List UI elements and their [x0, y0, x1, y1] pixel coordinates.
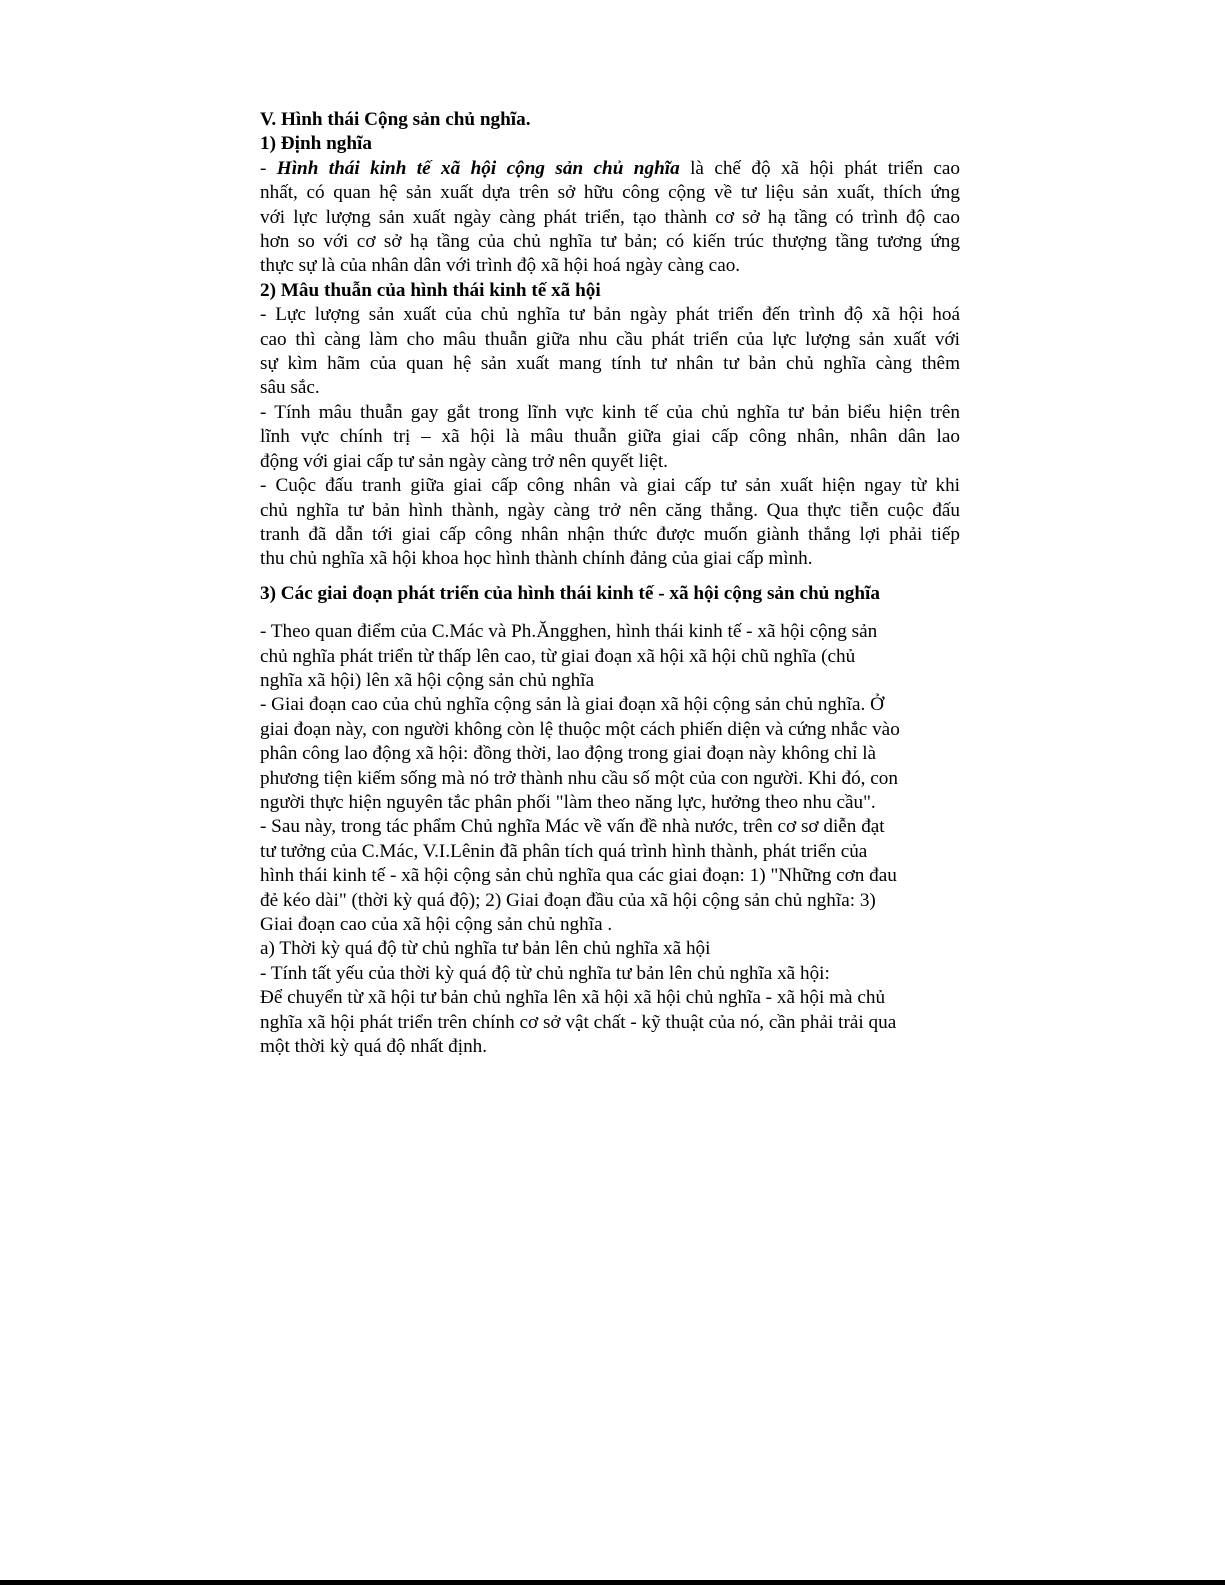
paragraph-line: nhất, có quan hệ sản xuất dựa trên sở hữu công cộng về tư liệu sản xuất, thích ứng	[260, 182, 960, 204]
paragraph-line: nghĩa xã hội phát triển trên chính cơ sở vật chất - kỹ thuật của nó, cần phải trải qua	[260, 1011, 897, 1033]
paragraph-line: động với giai cấp tư sản ngày càng trở nên quyết liệt.	[260, 450, 668, 472]
paragraph-line: - Sau này, trong tác phẩm Chủ nghĩa Mác về vấn đề nhà nước, trên cơ sơ diễn đạt	[260, 816, 885, 838]
list-item-a: a) Thời kỳ quá độ từ chủ nghĩa tư bản lên chủ nghĩa xã hội	[260, 938, 711, 960]
paragraph-line: tư tưởng của C.Mác, V.I.Lênin đã phân tích quá trình hình thành, phát triển của	[260, 840, 868, 862]
paragraph-line: chủ nghĩa phát triển từ thấp lên cao, từ giai đoạn xã hội xã hội chũ nghĩa (chủ	[260, 645, 856, 667]
section-2-title: 2) Mâu thuẫn của hình thái kinh tế xã hội	[260, 279, 601, 301]
paragraph-line: - Cuộc đấu tranh giữa giai cấp công nhân và giai cấp tư sản xuất hiện ngay từ khi	[260, 475, 960, 497]
document-heading: V. Hình thái Cộng sản chủ nghĩa.	[260, 109, 531, 130]
paragraph-line: - Theo quan điểm của C.Mác và Ph.Ăngghen, hình thái kinh tế - xã hội cộng sản	[260, 621, 878, 643]
paragraph-line: chủ nghĩa tư bản hình thành, ngày càng trở nên căng thẳng. Qua thực tiễn cuộc đấu	[260, 499, 960, 521]
section-1-title: 1) Định nghĩa	[260, 133, 372, 155]
paragraph-line: hơn so với cơ sở hạ tầng của chủ nghĩa tư bản; có kiến trúc thượng tầng tương ứng	[260, 231, 960, 253]
paragraph-line: lĩnh vực chính trị – xã hội là mâu thuẫn giữa giai cấp công nhân, nhân dân lao	[260, 426, 960, 448]
section-3-title: 3) Các giai đoạn phát triển của hình thái kinh tế - xã hội cộng sản chủ nghĩa	[260, 582, 880, 604]
paragraph-line: phân công lao động xã hội: đồng thời, lao động trong giai đoạn này không chỉ là	[260, 743, 877, 765]
paragraph-line: tranh đã dẫn tới giai cấp công nhân nhận thức được muốn giành thắng lợi phải tiếp	[260, 523, 960, 545]
paragraph-line: Để chuyển từ xã hội tư bản chủ nghĩa lên xã hội xã hội chủ nghĩa - xã hội mà chủ	[260, 987, 886, 1009]
paragraph-line: hình thái kinh tế - xã hội cộng sản chủ nghĩa qua các giai đoạn: 1) "Những cơn đau	[260, 865, 897, 887]
paragraph-line: sự kìm hãm của quan hệ sản xuất mang tính tư nhân tư bản chủ nghĩa càng thêm	[260, 353, 960, 375]
paragraph-line: Giai đoạn cao của xã hội cộng sản chủ nghĩa .	[260, 914, 613, 935]
section-1-lead-dash: -	[260, 157, 277, 179]
paragraph-line: phương tiện kiếm sống mà nó trở thành nhu cầu số một của con người. Khi đó, con	[260, 767, 898, 789]
paragraph-line: - Tính mâu thuẫn gay gắt trong lĩnh vực kinh tế của chủ nghĩa tư bản biểu hiện trên	[260, 401, 960, 423]
list-item-dash: - Tính tất yếu của thời kỳ quá độ từ chủ nghĩa tư bản lên chủ nghĩa xã hội:	[260, 962, 830, 984]
paragraph-line: với lực lượng sản xuất ngày càng phát triển, tạo thành cơ sở hạ tầng có trình độ cao	[260, 206, 960, 228]
paragraph-line: thực sự là của nhân dân với trình độ xã hội hoá ngày càng cao.	[260, 255, 741, 277]
paragraph-line: đẻ kéo dài" (thời kỳ quá độ); 2) Giai đoạn đầu của xã hội cộng sản chủ nghĩa: 3)	[260, 889, 876, 911]
paragraph-line: một thời kỳ quá độ nhất định.	[260, 1036, 488, 1058]
page-bottom-border	[0, 1580, 1225, 1585]
paragraph-line: thu chủ nghĩa xã hội khoa học hình thành chính đảng của giai cấp mình.	[260, 548, 813, 570]
paragraph-line: nghĩa xã hội) lên xã hội cộng sản chủ nghĩa	[260, 669, 595, 691]
paragraph-line: - Giai đoạn cao của chủ nghĩa cộng sản là giai đoạn xã hội cộng sản chủ nghĩa. Ở	[260, 694, 884, 716]
document-body	[260, 108, 960, 1059]
paragraph-line: - Lực lượng sản xuất của chủ nghĩa tư bản ngày phát triển đến trình độ xã hội hoá	[260, 304, 960, 326]
section-1-term: Hình thái kinh tế xã hội cộng sản chủ nghĩa	[276, 157, 680, 179]
paragraph-line: sâu sắc.	[260, 377, 320, 399]
paragraph-line: cao thì càng làm cho mâu thuẫn giữa nhu cầu phát triển của lực lượng sản xuất với	[260, 328, 960, 350]
paragraph-line: người thực hiện nguyên tắc phân phối "làm theo năng lực, hưởng theo nhu cầu".	[260, 791, 876, 813]
paragraph-line: giai đoạn này, con người không còn lệ thuộc một cách phiến diện và cứng nhắc vào	[260, 718, 900, 740]
section-1-line-1	[260, 157, 960, 181]
section-1-lead-rest: là chế độ xã hội phát triển cao	[679, 157, 960, 179]
